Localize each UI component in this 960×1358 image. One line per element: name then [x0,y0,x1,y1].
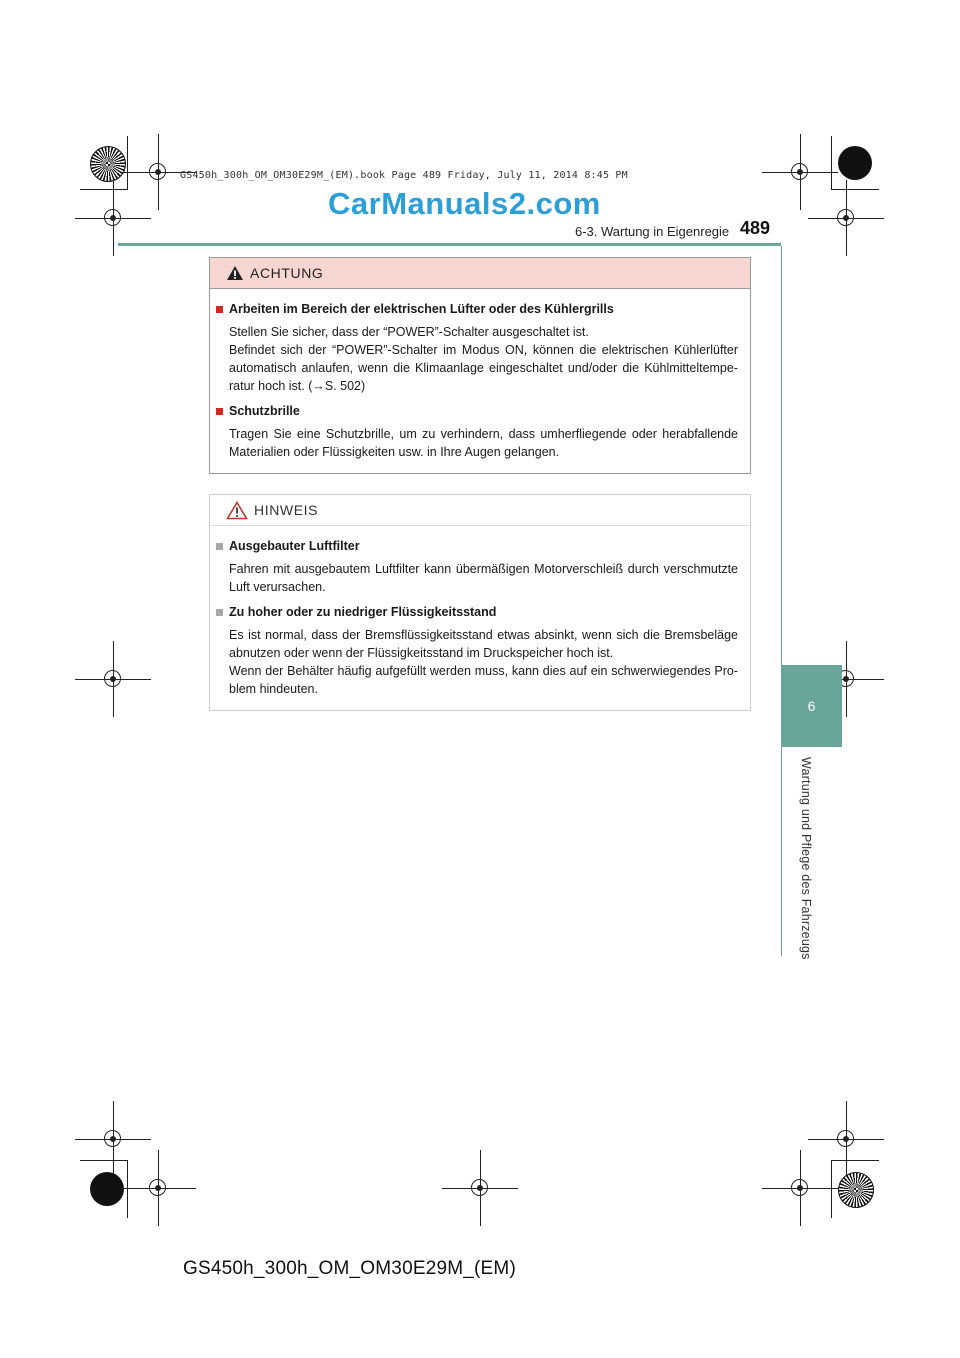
warning-item [216,403,738,461]
registration-disc-icon [90,1172,124,1206]
chapter-title: Wartung und Pflege des Fahrzeugs [799,757,813,960]
note-item-title: Zu hoher oder zu niedriger Flüssigkeitsstand [229,605,497,619]
caution-triangle-icon [226,501,248,520]
crop-line [80,1160,128,1161]
square-bullet-icon [216,609,223,616]
footer-code: GS450h_300h_OM_OM30E29M_(EM) [183,1258,516,1279]
crop-line [831,189,879,190]
page-number: 489 [740,218,771,238]
crop-line [831,1160,832,1218]
square-bullet-icon [216,408,223,415]
warning-label: ACHTUNG [250,265,324,281]
crop-line [831,1160,879,1161]
note-item-text: Wenn der Behälter häufig aufgefüllt werden muss, kann dies auf ein schwerwiegendes Pro-blem hindeuten. [229,664,738,696]
note-item-text: Fahren mit ausgebautem Luftfilter kann übermäßigen Motorverschleiß durch verschmutzte Luft verursachen. [229,562,738,594]
square-bullet-icon [216,306,223,313]
note-item [216,538,738,596]
warning-triangle-icon [226,265,244,281]
warning-item-text: Befindet sich der “POWER”-Schalter im Modus ON, können die elektrischen Kühlerlüfter automatisch anlaufen, wenn die Klimaanlage eingeschaltet und/oder die Kühlmitteltempe-ratur hoch ist. (→S. 502) [229,343,738,393]
registration-sunburst-icon [90,146,126,182]
warning-box [209,257,751,474]
crop-line [127,136,128,190]
header-rule [118,243,781,246]
book-meta-line: GS450h_300h_OM_OM30E29M_(EM).book Page 489 Friday, July 11, 2014 8:45 PM [180,170,628,181]
note-box [209,494,751,711]
crop-line [80,189,128,190]
square-bullet-icon [216,543,223,550]
registration-disc-icon [838,146,872,180]
crop-line [127,1160,128,1218]
note-item-text: Es ist normal, dass der Bremsflüssigkeitsstand etwas absinkt, wenn sich die Bremsbeläge abnutzen oder wenn der Flüssigkeitsstand im Druckspeicher hoch ist. [229,628,738,660]
registration-sunburst-icon [838,1172,874,1208]
note-item-title: Ausgebauter Luftfilter [229,539,360,553]
section-title: 6-3. Wartung in Eigenregie [575,224,730,239]
warning-item-title: Arbeiten im Bereich der elektrischen Lüfter oder des Kühlergrills [229,302,614,316]
warning-item-text: Stellen Sie sicher, dass der “POWER”-Schalter ausgeschaltet ist. [229,325,589,339]
note-label: HINWEIS [254,502,319,518]
watermark-text: CarManuals2.com [328,186,601,221]
chapter-tab [781,665,842,747]
crop-line [831,136,832,190]
note-item [216,604,738,698]
warning-box-header [210,258,750,289]
note-box-header [210,495,750,526]
warning-item-title: Schutzbrille [229,404,300,418]
warning-item-text: Tragen Sie eine Schutzbrille, um zu verhindern, dass umherfliegende oder herabfallende Materialien oder Flüssigkeiten usw. in Ihre Augen gelangen. [229,427,738,459]
side-tab-rule [781,246,782,956]
chapter-number: 6 [807,698,816,714]
warning-item [216,301,738,395]
